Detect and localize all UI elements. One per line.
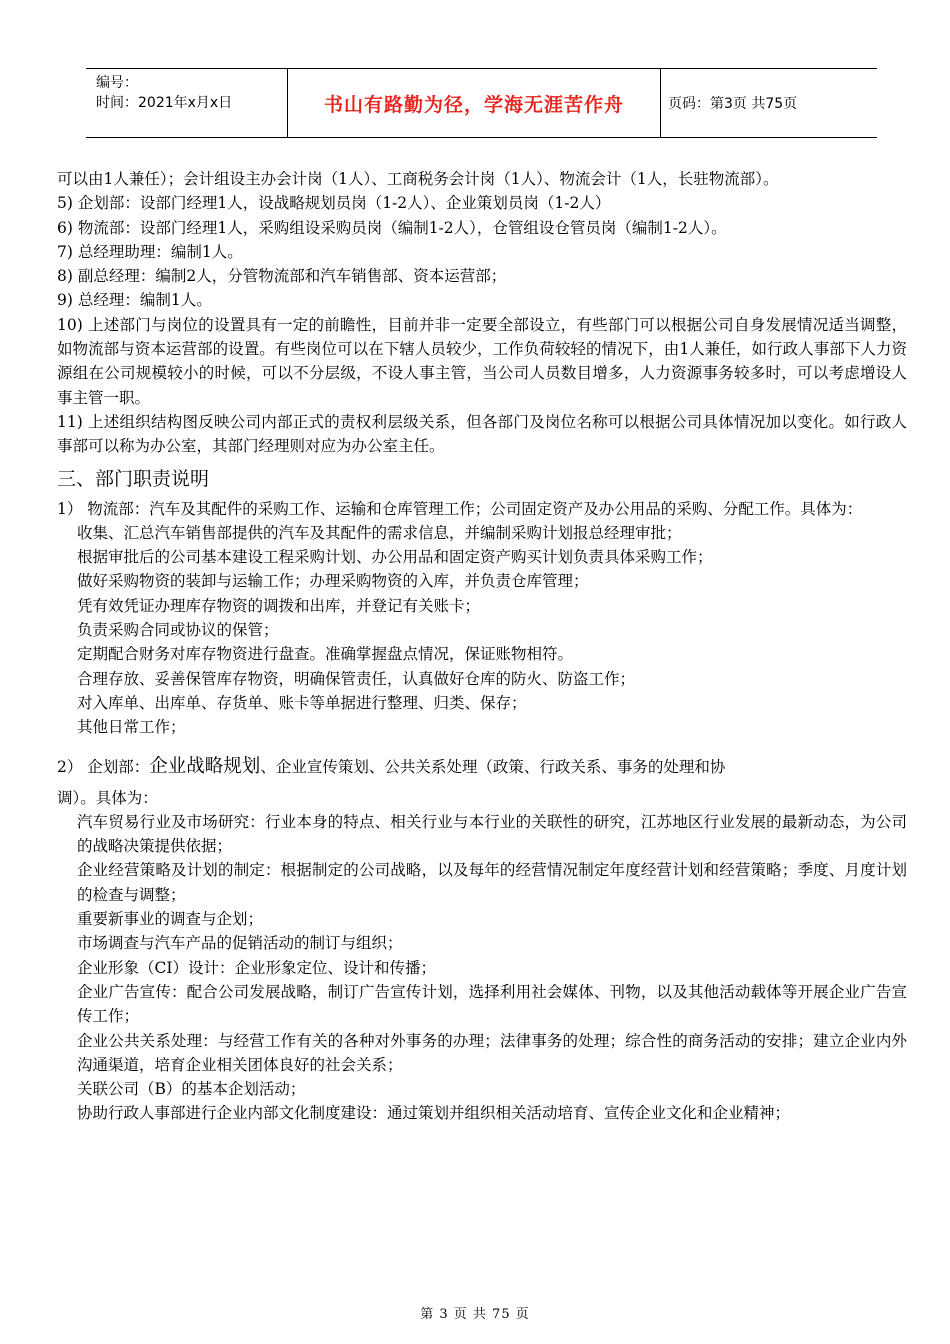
time-label: 时间：2021年x月x日 (96, 95, 233, 111)
list-item: 负责采购合同或协议的保管； (77, 621, 279, 640)
list-item: 企业广告宣传：配合公司发展战略，制订广告宣传计划，选择利用社会媒体、刊物，以及其他活动载体等开展企业广告宣传工作； (77, 982, 907, 1026)
paragraph: 可以由1人兼任）；会计组设主办会计岗（1人）、工商税务会计岗（1人）、物流会计（1人，长驻物流部）。 (57, 170, 779, 188)
list-item: 10) 上述部门与岗位的设置具有一定的前瞻性，目前并非一定要全部设立，有些部门可以根据公司自身发展情况适当调整，如物流部与资本运营部的设置。有些岗位可以在下辖人员较少，工作负荷较轻的情况下，由1人兼任，如行政人事部下人力资源组在公司规模较小的时候，可以不分层级，不设人事主管，当公司人员数目增多，人力资源事务较多时，可以考虑增设人事主管一职。 (57, 315, 907, 407)
planning-intro (57, 750, 907, 784)
list-item: 企业形象（CI）设计：企业形象定位、设计和传播； (77, 958, 436, 977)
number-label: 编号： (96, 75, 138, 91)
header-page-label: 页码：第3页 共75页 (668, 96, 798, 112)
list-item: 合理存放、妥善保管库存物资，明确保管责任，认真做好仓库的防火、防盗工作； (77, 669, 636, 688)
planning-intro-emphasis: 企业战略规划 (149, 755, 261, 777)
list-item: 关联公司（B）的基本企划活动； (77, 1080, 306, 1099)
planning-intro-cont: 调）。具体为： (57, 788, 158, 807)
section-heading: 三、部门职责说明 (57, 467, 210, 490)
list-item: 其他日常工作； (77, 718, 186, 737)
list-item: 市场调查与汽车产品的促销活动的制订与组织； (77, 934, 403, 953)
document-body (57, 167, 907, 1126)
logistics-intro: 1） 物流部：汽车及其配件的采购工作、运输和仓库管理工作；公司固定资产及办公用品的采购、分配工作。具体为： (57, 499, 863, 518)
list-item: 收集、汇总汽车销售部提供的汽车及其配件的需求信息，并编制采购计划报总经理审批； (77, 523, 682, 542)
header-meta (96, 73, 286, 113)
list-item: 对入库单、出库单、存货单、账卡等单据进行整理、归类、保存； (77, 693, 527, 712)
list-item: 定期配合财务对库存物资进行盘查。准确掌握盘点情况，保证账物相符。 (77, 645, 574, 664)
list-item: 根据审批后的公司基本建设工程采购计划、办公用品和固定资产购买计划负责具体采购工作； (77, 548, 713, 567)
list-item: 凭有效凭证办理库存物资的调拨和出库，并登记有关账卡； (77, 596, 481, 615)
list-item: 协助行政人事部进行企业内部文化制度建设：通过策划并组织相关活动培育、宣传企业文化和企业精神； (77, 1104, 791, 1123)
list-item: 汽车贸易行业及市场研究：行业本身的特点、相关行业与本行业的关联性的研究，江苏地区行业发展的最新动态，为公司的战略决策提供依据； (77, 812, 907, 856)
page-footer: 第 3 页 共 75 页 (420, 1307, 530, 1322)
list-item: 9) 总经理：编制1人。 (57, 291, 212, 310)
page-header (86, 68, 877, 138)
planning-intro-prefix: 2） 企划部： (57, 757, 150, 776)
list-item: 企业经营策略及计划的制定：根据制定的公司战略，以及每年的经营情况制定年度经营计划和经营策略；季度、月度计划的检查与调整； (77, 861, 907, 904)
planning-intro-rest: 、企业宣传策划、公共关系处理（政策、行政关系、事务的处理和协 (260, 757, 726, 776)
header-slogan: 书山有路勤为径，学海无涯苦作舟 (287, 69, 661, 137)
list-item: 企业公共关系处理：与经营工作有关的各种对外事务的办理；法律事务的处理；综合性的商务活动的安排；建立企业内外沟通渠道，培育企业相关团体良好的社会关系； (77, 1031, 907, 1074)
list-item: 6) 物流部：设部门经理1人，采购组设采购员岗（编制1-2人），仓管组设仓管员岗（编制1-2人）。 (57, 218, 727, 237)
list-item: 做好采购物资的装卸与运输工作；办理采购物资的入库，并负责仓库管理； (77, 572, 589, 591)
list-item: 7) 总经理助理：编制1人。 (57, 242, 243, 261)
list-item: 11) 上述组织结构图反映公司内部正式的责权利层级关系，但各部门及岗位名称可以根据公司具体情况加以变化。如行政人事部可以称为办公室，其部门经理则对应为办公室主任。 (57, 412, 907, 456)
list-item: 8) 副总经理：编制2人，分管物流部和汽车销售部、资本运营部； (57, 267, 507, 286)
list-item: 5) 企划部：设部门经理1人，设战略规划员岗（1-2人）、企业策划员岗（1-2人） (57, 194, 611, 213)
list-item: 重要新事业的调查与企划； (77, 910, 264, 929)
